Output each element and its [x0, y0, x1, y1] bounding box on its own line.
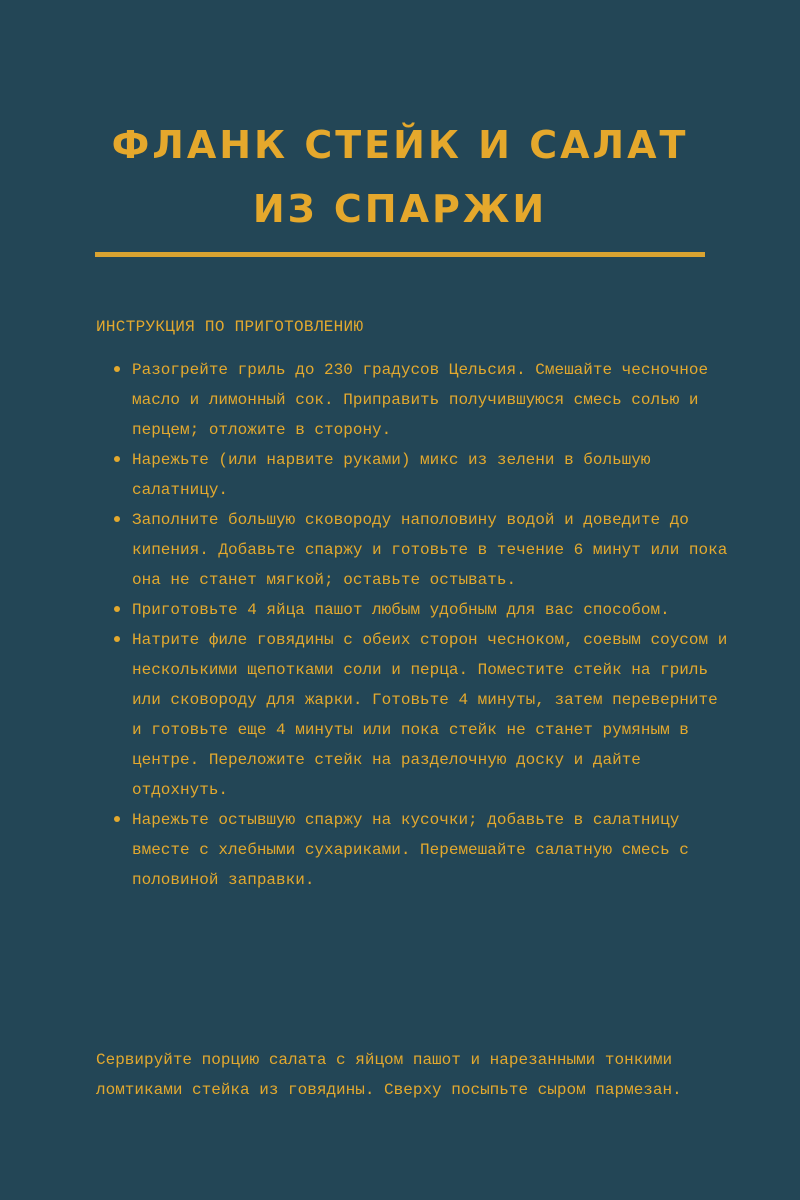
instructions-list [132, 355, 732, 895]
instructions-heading: ИНСТРУКЦИЯ ПО ПРИГОТОВЛЕНИЮ [96, 318, 364, 336]
title-divider [95, 252, 705, 257]
instruction-step [132, 355, 732, 445]
instruction-step-text: Приготовьте 4 яйца пашот любым удобным для вас способом. [132, 601, 670, 619]
instruction-step [132, 805, 732, 895]
bullet-icon [114, 366, 120, 372]
instruction-step-text: Нарежьте остывшую спаржу на кусочки; добавьте в салатницу вместе с хлебными сухариками. Перемешайте салатную смесь с половиной заправки. [132, 811, 689, 889]
instruction-step [132, 595, 732, 625]
instruction-step-text: Разогрейте гриль до 230 градусов Цельсия. Смешайте чесночное масло и лимонный сок. Приправить получившуюся смесь солью и перцем; отложите в сторону. [132, 361, 709, 439]
instruction-step [132, 625, 732, 805]
bullet-icon [114, 456, 120, 462]
instruction-step [132, 505, 732, 595]
instruction-step-text: Натрите филе говядины с обеих сторон чесноком, соевым соусом и несколькими щепотками соли и перца. Поместите стейк на гриль или сковороду для жарки. Готовьте 4 минуты, затем переверните и готовьте еще 4 минуты или пока стейк не станет румяным в центре. Переложите стейк на разделочную доску и дайте отдохнуть. [132, 631, 728, 799]
recipe-title-line-1: ФЛАНК СТЕЙК И САЛАТ [111, 123, 689, 168]
bullet-icon [114, 516, 120, 522]
recipe-title [0, 113, 800, 241]
instruction-step-text: Заполните большую сковороду наполовину водой и доведите до кипения. Добавьте спаржу и готовьте в течение 6 минут или пока она не станет мягкой; оставьте остывать. [132, 511, 728, 589]
bullet-icon [114, 606, 120, 612]
bullet-icon [114, 816, 120, 822]
instruction-step [132, 445, 732, 505]
recipe-title-line-2: ИЗ СПАРЖИ [252, 187, 548, 232]
instruction-step-text: Нарежьте (или нарвите руками) микс из зелени в большую салатницу. [132, 451, 651, 499]
serving-note: Сервируйте порцию салата с яйцом пашот и нарезанными тонкими ломтиками стейка из говядины. Сверху посыпьте сыром пармезан. [96, 1051, 682, 1099]
bullet-icon [114, 636, 120, 642]
